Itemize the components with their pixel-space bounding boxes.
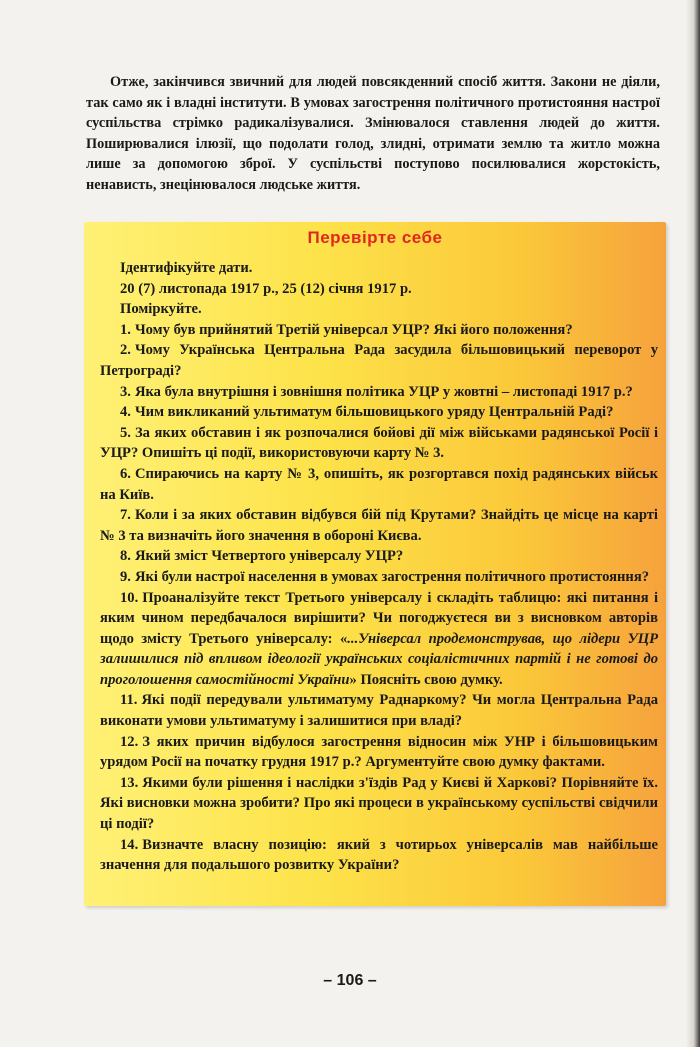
question-item bbox=[100, 567, 658, 588]
review-box-body bbox=[100, 258, 658, 876]
question-number: 1. bbox=[120, 321, 131, 338]
question-number: 6. bbox=[120, 465, 131, 482]
question-text: Яка була внутрішня і зовнішня політика УЦР у жовтні – листопаді 1917 р.? bbox=[134, 383, 633, 400]
review-box bbox=[84, 222, 666, 906]
question-item bbox=[100, 505, 658, 546]
review-box-title: Перевірте себе bbox=[307, 228, 443, 247]
intro-paragraph: Отже, закінчився звичний для людей повсякденний спосіб життя. Закони не діяли, так само як і владні інститути. В умовах загострення політичного протистояння настрої суспільства стрімко радикалізувалися. Змінювалося ставлення людей до життя. Поширювалися ілюзії, що подолати голод, злидні, отримати землю та житло можна лише за допомогою зброї. У суспільстві поступово посилювалися жорстокість, ненависть, знецінювалося людське життя. bbox=[86, 74, 660, 193]
question-text: Чому був прийнятий Третій універсал УЦР? Які його положення? bbox=[134, 321, 573, 338]
question-item bbox=[100, 464, 658, 505]
question-number: 11. bbox=[120, 692, 138, 709]
page-number: – 106 – bbox=[323, 972, 377, 989]
question-number: 7. bbox=[120, 507, 131, 524]
question-text: З яких причин відбулося загострення відносин між УНР і більшовицьким урядом Росії на початку грудня 1917 р.? Аргументуйте свою думку фактами. bbox=[100, 733, 658, 771]
intro-text-block bbox=[86, 72, 660, 196]
question-item bbox=[100, 320, 658, 341]
question-number: 3. bbox=[120, 383, 131, 400]
question-number: 9. bbox=[120, 568, 131, 585]
question-item bbox=[100, 340, 658, 381]
think-heading: Поміркуйте. bbox=[120, 301, 202, 318]
question-number: 10. bbox=[120, 589, 139, 606]
question-number: 13. bbox=[120, 774, 139, 791]
question-text: Коли і за яких обставин відбувся бій під Крутами? Знайдіть це місце на карті № 3 та визначіть його значення в обороні Києва. bbox=[100, 507, 658, 544]
question-item bbox=[100, 773, 658, 835]
question-quote: ...Універсал продемонстрував, що лідери УЦР залишилися під впливом ідеології українських соціалістичних партій і не готові до проголошення самостійності України bbox=[100, 630, 658, 688]
question-number: 8. bbox=[120, 548, 131, 565]
dates-line: 20 (7) листопада 1917 р., 25 (12) січня 1917 р. bbox=[120, 280, 412, 297]
question-text: Спираючись на карту № 3, опишіть, як розгортався похід радянських військ на Київ. bbox=[100, 465, 658, 503]
page-edge-shadow bbox=[686, 0, 700, 1047]
question-text: Чому Українська Центральна Рада засудила більшовицький переворот у Петрограді? bbox=[100, 342, 658, 379]
question-text: Які події передували ультиматуму Раднаркому? Чи могла Центральна Рада виконати умови ультиматуму і залишитися при владі? bbox=[100, 692, 658, 730]
question-number: 2. bbox=[120, 342, 131, 359]
question-item bbox=[100, 690, 658, 731]
question-item bbox=[100, 382, 658, 403]
question-text: За яких обставин і як розпочалися бойові дії між військами радянської Росії і УЦР? Опишіть ці події, використовуючи карту № 3. bbox=[100, 424, 658, 462]
question-number: 14. bbox=[120, 836, 139, 853]
question-text: Якими були рішення і наслідки з'їздів Рад у Києві й Харкові? Порівняйте їх. Які висновки можна зробити? Про які процеси в українському суспільстві свідчили ці події? bbox=[100, 774, 658, 833]
identify-heading: Ідентифікуйте дати. bbox=[120, 260, 253, 276]
question-text: Чим викликаний ультиматум більшовицького уряду Центральній Раді? bbox=[134, 404, 614, 421]
question-text: Які були настрої населення в умовах загострення політичного протистояння? bbox=[134, 568, 650, 585]
question-number: 4. bbox=[120, 404, 131, 421]
question-item bbox=[100, 732, 658, 773]
question-number: 5. bbox=[120, 424, 131, 441]
question-item-10 bbox=[100, 588, 658, 691]
question-text: Проаналізуйте текст Третього універсалу і складіть таблицю: які питання і яким чином передбачалося вирішити? Чи погоджуєтеся ви з висновком авторів щодо змісту Третього універсалу: « bbox=[100, 589, 658, 647]
question-item bbox=[100, 546, 658, 567]
question-item bbox=[100, 402, 658, 423]
question-number: 12. bbox=[120, 733, 139, 750]
question-item bbox=[100, 423, 658, 464]
question-text-after: » Поясніть свою думку. bbox=[349, 671, 503, 688]
question-text: Визначте власну позицію: який з чотирьох універсалів мав найбільше значення для подальшого розвитку України? bbox=[100, 836, 658, 874]
question-text: Який зміст Четвертого універсалу УЦР? bbox=[134, 548, 404, 565]
question-item bbox=[100, 835, 658, 876]
